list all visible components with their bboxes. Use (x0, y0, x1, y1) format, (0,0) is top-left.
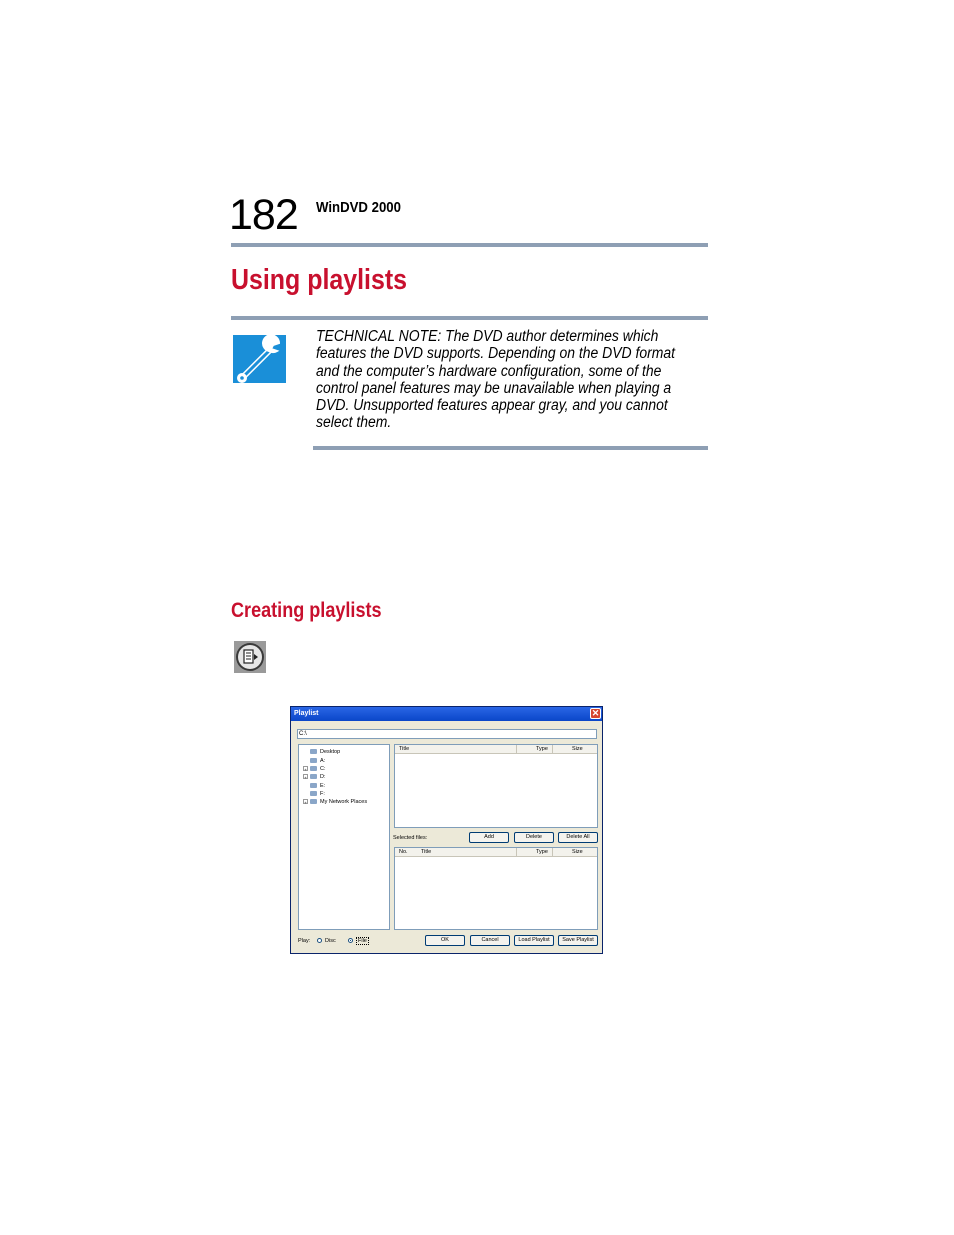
tree-expander (303, 791, 308, 796)
note-rule (313, 446, 708, 450)
tree-item-label: Desktop (320, 749, 341, 755)
dialog-title: Playlist (294, 710, 319, 717)
tree-item-label: A: (320, 758, 326, 764)
note-line: and the computer’s hardware configuration, some of the (316, 362, 662, 380)
tree-expander[interactable]: + (304, 767, 307, 773)
tree-expander[interactable]: + (304, 800, 307, 806)
load-playlist-button[interactable]: Load Playlist (514, 935, 554, 946)
column-type[interactable]: Type (536, 746, 548, 752)
desktop-icon (310, 749, 317, 754)
cd-drive-icon (310, 783, 317, 788)
note-line: features the DVD supports. Depending on the DVD format (316, 345, 676, 363)
tree-item-label: C: (320, 766, 326, 772)
dvd-drive-icon (310, 791, 317, 796)
selected-files-list[interactable] (394, 847, 598, 930)
close-icon[interactable]: ✕ (591, 708, 600, 718)
disc-option-label[interactable]: Disc (325, 938, 336, 944)
selected-files-label: Selected files: (393, 835, 428, 841)
tree-expander (303, 758, 308, 763)
tree-expander (303, 783, 308, 788)
page-number: 182 (229, 191, 298, 239)
column-no[interactable]: No. (399, 849, 408, 855)
note-line: TECHNICAL NOTE: The DVD author determines which (316, 328, 659, 345)
note-line: select them. (316, 414, 392, 432)
cancel-button[interactable]: Cancel (470, 935, 510, 946)
dialog-titlebar (291, 707, 602, 721)
tree-item-c[interactable] (303, 765, 326, 773)
play-label: Play: (298, 938, 311, 944)
running-head: WinDVD 2000 (316, 199, 401, 216)
header-rule (231, 243, 708, 247)
tree-item-label: E: (320, 783, 326, 789)
ok-button[interactable]: OK (425, 935, 465, 946)
tree-item-label: F: (320, 791, 325, 797)
playlist-icon (234, 641, 266, 673)
disc-radio[interactable] (317, 938, 322, 943)
tree-item-label: My Network Places (320, 799, 368, 805)
tree-item-desktop[interactable] (303, 748, 340, 756)
tree-expander (303, 749, 308, 754)
tree-item-d[interactable] (303, 773, 326, 781)
delete-button[interactable]: Delete (514, 832, 554, 843)
column-size[interactable]: Size (572, 746, 583, 752)
column-title[interactable]: Title (421, 849, 432, 855)
note-line: control panel features may be unavailable when playing a (316, 379, 672, 397)
path-field[interactable]: C:\ (297, 729, 597, 739)
tree-item-label: D: (320, 774, 326, 780)
column-divider (552, 745, 553, 753)
technical-note (316, 328, 676, 432)
tree-item-f[interactable] (303, 790, 325, 798)
subsection-title: Creating playlists (231, 599, 382, 622)
column-divider (552, 848, 553, 856)
column-size[interactable]: Size (572, 849, 583, 855)
column-divider (516, 848, 517, 856)
playlist-dialog (290, 706, 603, 954)
folder-tree[interactable] (298, 744, 390, 930)
selected-list-header (395, 848, 597, 857)
wrench-icon (233, 335, 286, 383)
hard-drive-icon (310, 774, 317, 779)
column-divider (516, 745, 517, 753)
save-playlist-button[interactable]: Save Playlist (558, 935, 598, 946)
floppy-drive-icon (310, 758, 317, 763)
section-title: Using playlists (231, 264, 408, 296)
tree-item-network[interactable] (303, 798, 367, 806)
file-radio[interactable] (348, 938, 353, 943)
network-icon (310, 799, 317, 804)
tree-expander[interactable]: + (304, 775, 307, 781)
tree-item-e[interactable] (303, 782, 325, 790)
file-option-label[interactable]: File (358, 938, 367, 944)
delete-all-button[interactable]: Delete All (558, 832, 598, 843)
note-line: DVD. Unsupported features appear gray, and you cannot (316, 397, 668, 415)
hard-drive-icon (310, 766, 317, 771)
column-title[interactable]: Title (399, 746, 410, 752)
tree-item-a[interactable] (303, 757, 325, 765)
column-type[interactable]: Type (536, 849, 548, 855)
files-list[interactable] (394, 744, 598, 828)
section-rule (231, 316, 708, 320)
add-button[interactable]: Add (469, 832, 509, 843)
files-list-header (395, 745, 597, 754)
